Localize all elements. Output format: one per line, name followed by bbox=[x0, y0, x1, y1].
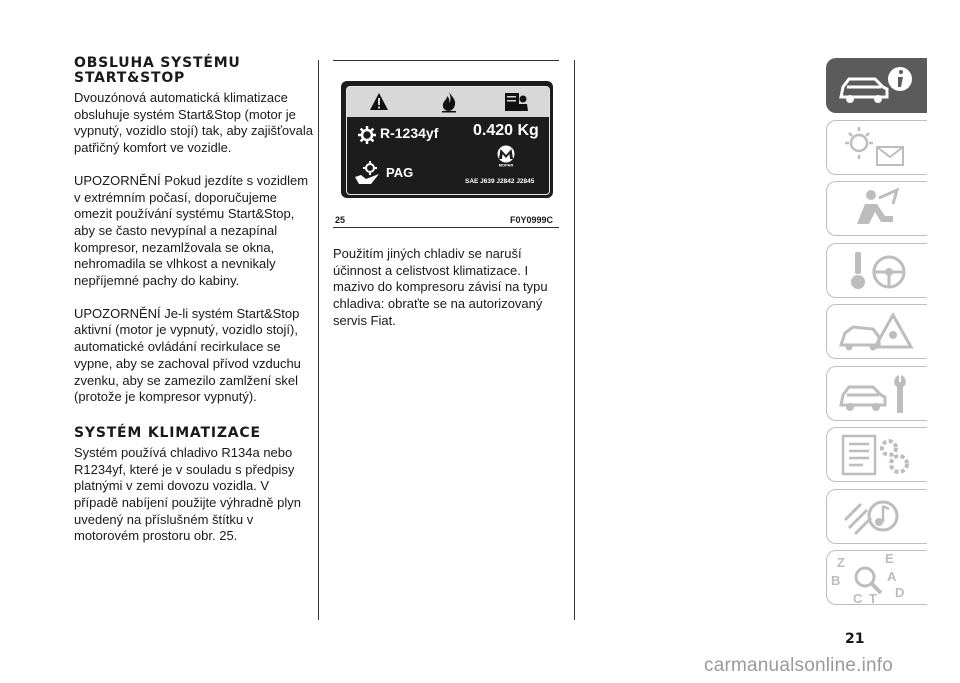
oil-can-gear-icon bbox=[353, 160, 383, 186]
key-steering-wheel-icon bbox=[827, 244, 928, 299]
figure-code: F0Y0999C bbox=[509, 215, 553, 225]
airbag-seat-icon bbox=[827, 182, 928, 237]
tab-index[interactable] bbox=[826, 550, 927, 605]
right-column bbox=[333, 60, 559, 346]
index-letters-icon bbox=[827, 551, 928, 606]
car-wrench-icon bbox=[827, 367, 928, 422]
paragraph-refrigerant: Systém používá chladivo R134a nebo R1234yf, které je v souladu s předpisy platnými v zemi dovozu vozidla. V případě nabíjení použijte výhradně plyn uvedený na příslušném štítku v motorovém prostoru obr. 25. bbox=[74, 444, 301, 544]
column-divider-left bbox=[318, 60, 319, 620]
section-heading-air-conditioning: SYSTÉM KLIMATIZACE bbox=[74, 424, 261, 441]
paragraph-start-stop-intro: Dvouzónová automatická klimatizace obsluhuje systém Start&Stop (motor je vypnutý, vozidlo stojí) tak, aby zajišťovala patřičný komfort ve vozidle. bbox=[74, 90, 313, 156]
mopar-logo-text: MOPAR bbox=[498, 162, 514, 167]
tab-warning-lights[interactable] bbox=[826, 120, 927, 175]
tab-multimedia[interactable] bbox=[826, 489, 927, 544]
paragraph-other-refrigerants: Použitím jiných chladiv se naruší účinnost a celistvost klimatizace. I mazivo do kompresoru závisí na typu chladiva: obraťte se na autorizovaný servis Fiat. bbox=[333, 246, 548, 328]
index-letter-t: T bbox=[869, 591, 877, 606]
chapter-tabs bbox=[826, 58, 929, 612]
paragraph-warning-recirculation: UPOZORNĚNÍ Je-li systém Start&Stop aktivní (motor je vypnutý, vozidlo stojí), automatické ovládání recirkulace se vypne, aby se zachoval přívod vzduchu zvenku, aby se zamezilo zamlžení skel (protože je kompresor vypnutý). bbox=[74, 305, 301, 405]
figure-top-rule bbox=[333, 60, 559, 61]
column-divider-right bbox=[574, 60, 575, 620]
page-number: 21 bbox=[845, 631, 865, 647]
warning-triangle-icon bbox=[369, 92, 389, 112]
section-heading-start-stop: OBSLUHA SYSTÉMU START&STOP bbox=[74, 55, 241, 86]
refrigerant-quantity: 0.420 Kg bbox=[473, 122, 539, 139]
index-letter-c: C bbox=[853, 591, 863, 606]
sae-standard-text: SAE J639 J2842 J2845 bbox=[465, 178, 535, 185]
figure-caption bbox=[333, 215, 559, 225]
flammable-icon bbox=[439, 91, 459, 113]
figure-number: 25 bbox=[335, 215, 346, 225]
oil-type: PAG bbox=[386, 165, 414, 180]
service-manual-icon bbox=[504, 91, 528, 113]
tab-key-steering[interactable] bbox=[826, 243, 927, 298]
media-music-icon bbox=[827, 490, 928, 545]
tab-emergency[interactable] bbox=[826, 304, 927, 359]
index-letter-b: B bbox=[831, 573, 841, 588]
warning-lights-icon bbox=[827, 121, 928, 176]
refrigerant-label-figure bbox=[341, 81, 553, 198]
index-letter-a: A bbox=[887, 569, 897, 584]
index-letter-d: D bbox=[895, 585, 905, 600]
watermark-text[interactable]: carmanualsonline.info bbox=[704, 655, 894, 676]
refrigerant-type: R-1234yf bbox=[380, 125, 439, 141]
index-letter-e: E bbox=[885, 551, 894, 566]
figure-bottom-rule bbox=[333, 227, 559, 228]
left-column bbox=[74, 56, 314, 561]
tab-specifications[interactable] bbox=[826, 427, 927, 482]
index-letter-z: Z bbox=[837, 555, 845, 570]
label-border bbox=[346, 86, 550, 195]
mopar-logo-icon bbox=[491, 145, 521, 167]
paragraph-warning-weather: UPOZORNĚNÍ Pokud jezdíte s vozidlem v extrémním počasí, doporučujeme omezit používání systému Start&Stop, aby se často nevypínal a nezapínal kompresor, nezamlžovala se okna, nehromadila se vlhkost a nevnikaly nepříjemné pachy do kabiny. bbox=[74, 172, 309, 289]
tab-service[interactable] bbox=[826, 366, 927, 421]
car-emergency-icon bbox=[827, 305, 928, 360]
label-warning-strip bbox=[347, 87, 549, 117]
ac-gear-icon bbox=[357, 125, 377, 145]
tab-airbag-seat[interactable] bbox=[826, 181, 927, 236]
tab-car-info[interactable] bbox=[826, 58, 927, 113]
specs-gears-icon bbox=[827, 428, 928, 483]
car-info-icon bbox=[827, 59, 928, 114]
